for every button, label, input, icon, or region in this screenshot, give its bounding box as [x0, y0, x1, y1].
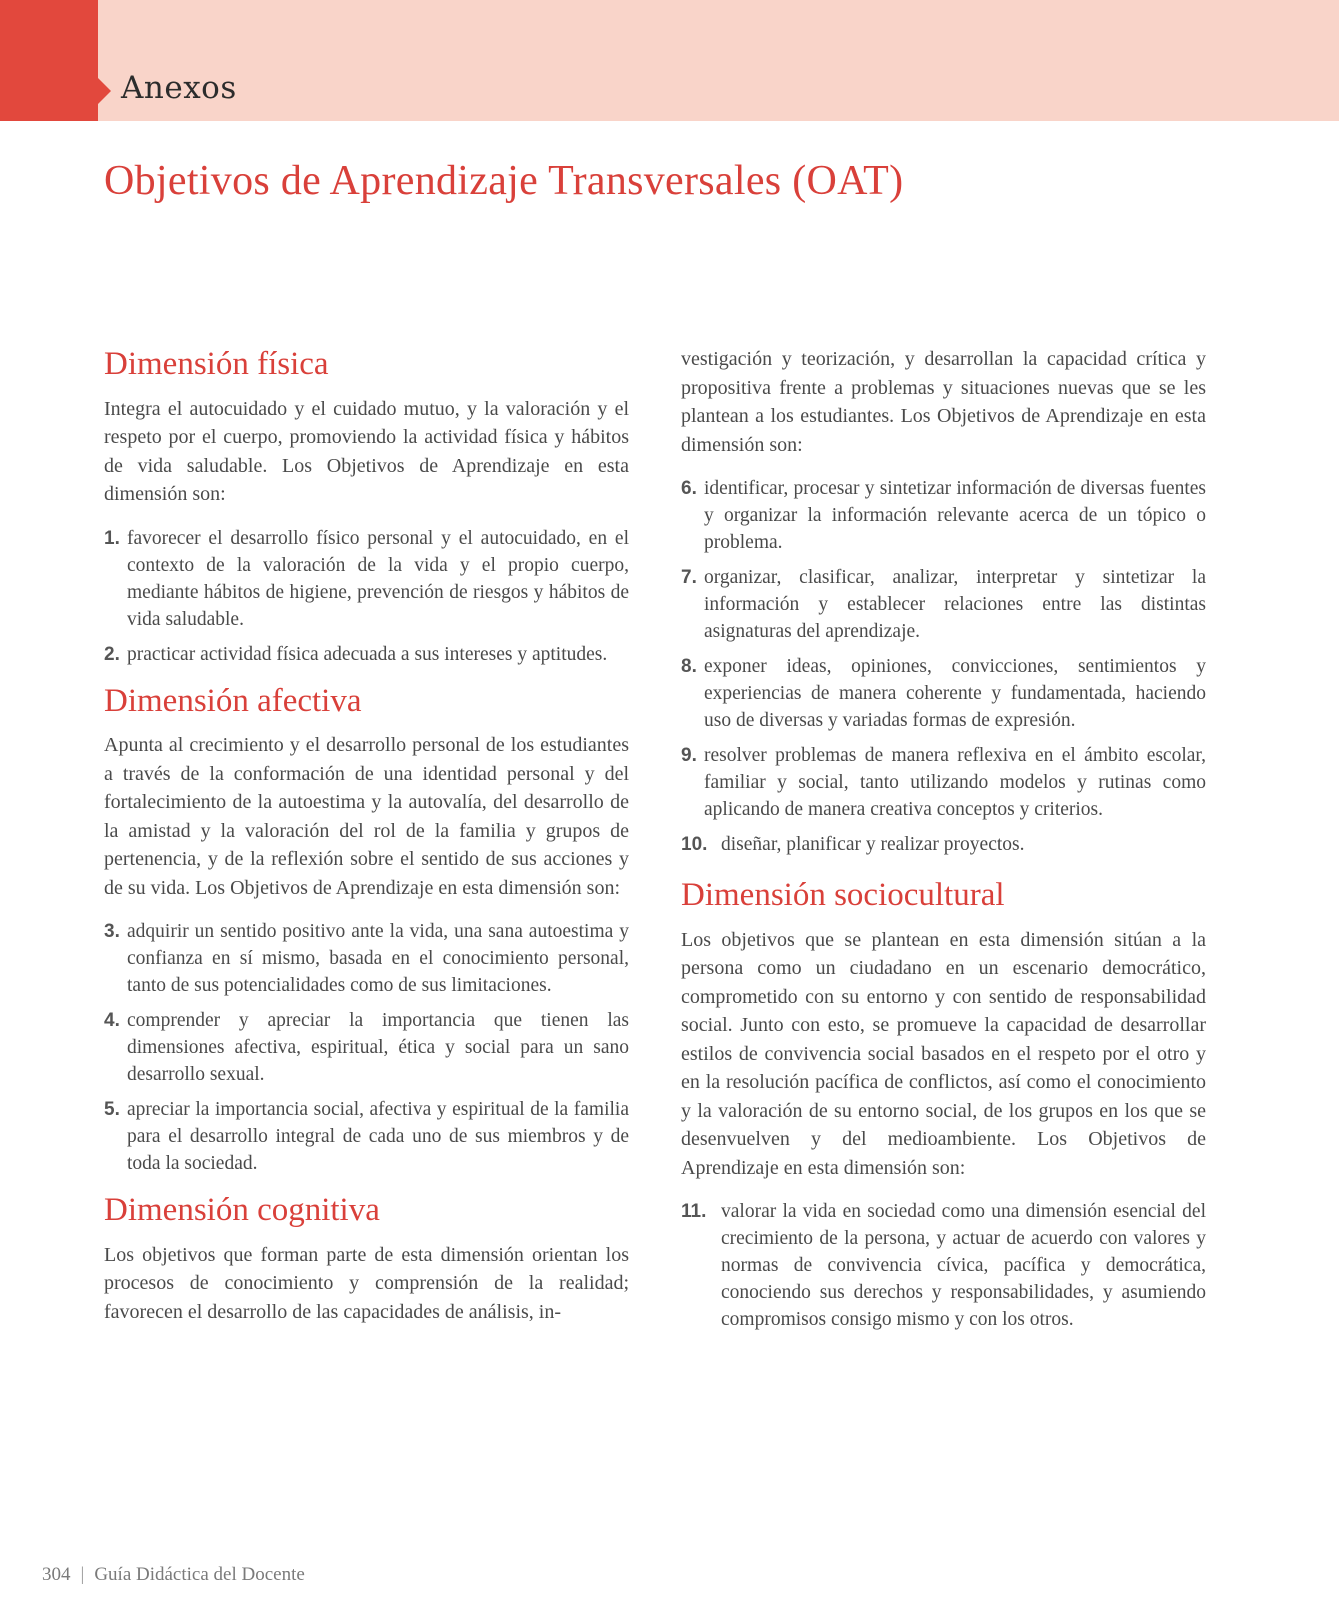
objective-number: 4. — [104, 1010, 120, 1032]
objective-number: 1. — [104, 527, 120, 549]
objective-number: 11. — [681, 1201, 707, 1223]
objective-number: 3. — [104, 921, 120, 943]
page-footer — [42, 1564, 305, 1586]
objective-text: apreciar la importancia social, afectiva y espiritual de la familia para el desarrollo integral de cada uno de sus miembros y de toda la sociedad. — [127, 1099, 629, 1175]
objective-text: organizar, clasificar, analizar, interpretar y sintetizar la información y establecer relaciones entre las distintas asignaturas del aprendizaje. — [704, 567, 1206, 642]
objective-number: 8. — [681, 656, 697, 677]
objective-item — [681, 742, 1206, 823]
objective-item — [104, 641, 629, 668]
objective-text: exponer ideas, opiniones, convicciones, sentimientos y experiencias de manera coherente y fundamentada, haciendo uso de diversas y variadas formas de expresión. — [704, 656, 1206, 731]
section-label: Anexos — [121, 70, 237, 106]
objective-number: 5. — [104, 1099, 120, 1121]
intro-dimension-cognitiva: Los objetivos que forman parte de esta dimensión orientan los procesos de conocimiento y comprensión de la realidad; favorecen el desarrollo de las capacidades de análisis, in- — [104, 1243, 629, 1323]
objective-text: practicar actividad física adecuada a sus intereses y aptitudes. — [127, 643, 608, 665]
objective-item — [681, 1198, 1206, 1333]
heading-dimension-cognitiva: Dimensión cognitiva — [104, 1192, 380, 1229]
objective-text: identificar, procesar y sintetizar información de diversas fuentes y organizar la información relevante acerca de un tópico o problema. — [704, 478, 1206, 553]
left-column — [104, 345, 629, 1342]
objective-text: adquirir un sentido positivo ante la vida, una sana autoestima y confianza en sí mismo, basada en el conocimiento personal, tanto de sus potencialidades como de sus limitaciones. — [127, 921, 629, 997]
objective-item — [104, 1007, 629, 1088]
objective-text: resolver problemas de manera reflexiva en el ámbito escolar, familiar y social, tanto utilizando modelos y rutinas como aplicando de manera creativa conceptos y criterios. — [704, 745, 1206, 820]
objective-text: diseñar, planificar y realizar proyectos. — [721, 834, 1025, 855]
objective-item — [104, 1096, 629, 1177]
heading-dimension-fisica: Dimensión física — [104, 346, 329, 382]
objective-number: 7. — [681, 567, 697, 588]
objective-text: valorar la vida en sociedad como una dimensión esencial del crecimiento de la persona, y actuar de acuerdo con valores y normas de convivencia cívica, pacífica y democrática, conociendo sus derechos y responsabilidades, y asumiendo compromisos consigo mismo y con los otros. — [721, 1201, 1206, 1331]
objective-item — [104, 918, 629, 999]
objective-text: comprender y apreciar la importancia que tienen las dimensiones afectiva, espiritual, ética y social para un sano desarrollo sexual. — [127, 1010, 629, 1086]
book-title: Guía Didáctica del Docente — [94, 1564, 305, 1585]
intro-dimension-fisica: Integra el autocuidado y el cuidado mutuo, y la valoración y el respeto por el cuerpo, promoviendo la actividad física y hábitos de vida saludable. Los Objetivos de Aprendizaje en esta dimensión son: — [104, 397, 629, 506]
objective-item — [681, 831, 1206, 858]
objective-number: 9. — [681, 745, 697, 766]
right-column — [681, 345, 1206, 1341]
section-tab — [0, 0, 98, 121]
objective-item — [681, 564, 1206, 645]
objective-number: 2. — [104, 643, 120, 665]
heading-dimension-afectiva: Dimensión afectiva — [104, 682, 362, 719]
intro-dimension-sociocultural: Los objetivos que se plantean en esta dimensión sitúan a la persona como un ciudadano en un escenario democrático, comprometido con su entorno y con sentido de responsabilidad social. Junto con esto, se promueve la capacidad de desarrollar estilos de convivencia social basados en el respeto por el otro y en la resolución pacífica de conflictos, así como el conocimiento y la valoración de su entorno social, de los grupos en los que se desenvuelven y del medioambiente. Los Objetivos de Aprendizaje en esta dimensión son: — [681, 928, 1206, 1179]
page-title: Objetivos de Aprendizaje Transversales (OAT) — [104, 158, 904, 204]
footer-separator: | — [80, 1564, 85, 1585]
heading-dimension-sociocultural: Dimensión sociocultural — [681, 877, 1005, 913]
objective-number: 6. — [681, 478, 697, 499]
objective-item — [681, 653, 1206, 734]
objective-text: favorecer el desarrollo físico personal y el autocuidado, en el contexto de la valoración de la vida y el propio cuerpo, mediante hábitos de higiene, prevención de riesgos y hábitos de vida saludable. — [127, 527, 629, 630]
intro-dimension-afectiva: Apunta al crecimiento y el desarrollo personal de los estudiantes a través de la conformación de una identidad personal y del fortalecimiento de la autoestima y la autovalía, del desarrollo de la amistad y la valoración del rol de la familia y grupos de pertenencia, y de la reflexión sobre el sentido de sus acciones y de su vida. Los Objetivos de Aprendizaje en esta dimensión son: — [104, 734, 629, 899]
objective-item — [681, 475, 1206, 556]
objective-item — [104, 525, 629, 633]
page-number: 304 — [42, 1564, 71, 1585]
objective-number: 10. — [681, 834, 708, 855]
tab-arrow-icon — [96, 76, 111, 106]
intro-dimension-cognitiva-continued: vestigación y teorización, y desarrollan la capacidad crítica y propositiva frente a problemas y situaciones nuevas que se les plantean a los estudiantes. Los Objetivos de Aprendizaje en esta dimensión son: — [681, 348, 1206, 456]
